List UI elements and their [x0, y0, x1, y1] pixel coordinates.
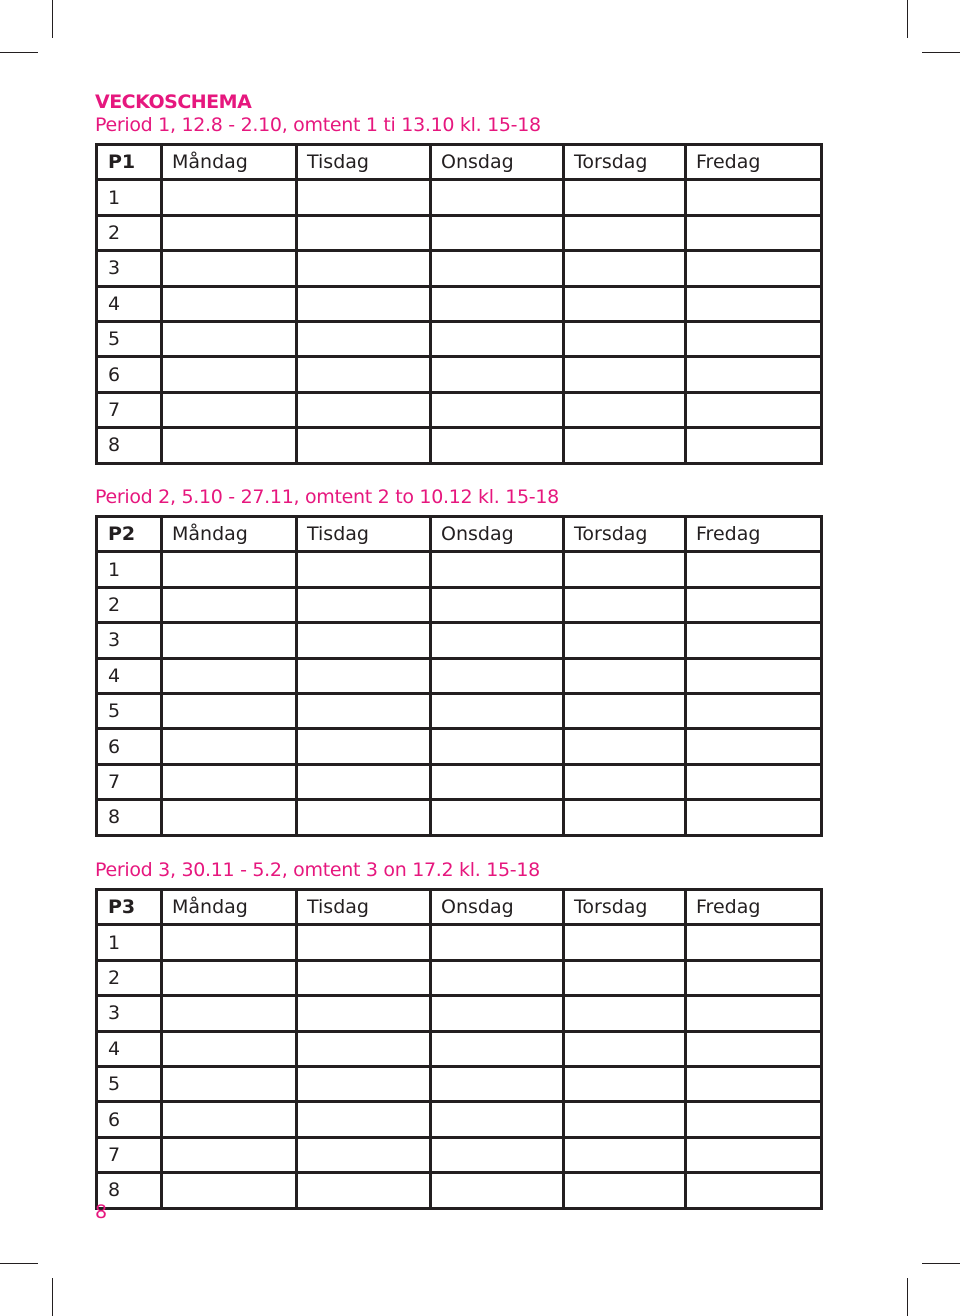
schedule-cell[interactable] [431, 658, 564, 693]
schedule-cell[interactable] [431, 764, 564, 799]
schedule-cell[interactable] [564, 392, 686, 427]
schedule-cell[interactable] [162, 996, 297, 1031]
table-row [97, 693, 822, 728]
table-row [97, 800, 822, 835]
schedule-cell[interactable] [297, 729, 431, 764]
schedule-cell[interactable] [162, 1173, 297, 1208]
schedule-cell[interactable] [564, 996, 686, 1031]
schedule-cell[interactable] [431, 729, 564, 764]
day-header: Fredag [686, 517, 822, 552]
lesson-number: 5 [97, 1066, 162, 1101]
table-row [97, 1173, 822, 1208]
page-title: VECKOSCHEMA [95, 91, 252, 113]
schedule-cell[interactable] [564, 693, 686, 728]
schedule-cell[interactable] [564, 960, 686, 995]
lesson-number: 6 [97, 1102, 162, 1137]
schedule-cell[interactable] [297, 1137, 431, 1172]
schedule-cell[interactable] [162, 587, 297, 622]
schedule-cell[interactable] [564, 1066, 686, 1101]
schedule-cell[interactable] [564, 180, 686, 215]
schedule-cell[interactable] [297, 215, 431, 250]
schedule-cell[interactable] [297, 996, 431, 1031]
table-row [97, 1137, 822, 1172]
crop-mark-bottom-left-h [0, 1263, 38, 1264]
schedule-cell[interactable] [686, 623, 822, 658]
schedule-cell[interactable] [564, 623, 686, 658]
crop-mark-bottom-right-v [907, 1278, 908, 1316]
schedule-cell[interactable] [162, 180, 297, 215]
lesson-number: 2 [97, 215, 162, 250]
schedule-cell[interactable] [564, 729, 686, 764]
schedule-cell[interactable] [431, 1173, 564, 1208]
schedule-cell[interactable] [297, 428, 431, 463]
schedule-cell[interactable] [686, 1066, 822, 1101]
schedule-cell[interactable] [431, 800, 564, 835]
schedule-cell[interactable] [162, 658, 297, 693]
lesson-number: 1 [97, 925, 162, 960]
table-row [97, 658, 822, 693]
lesson-number: 2 [97, 960, 162, 995]
schedule-cell[interactable] [297, 1031, 431, 1066]
period-label: P2 [97, 517, 162, 552]
schedule-cell[interactable] [686, 925, 822, 960]
table-row [97, 357, 822, 392]
schedule-cell[interactable] [431, 552, 564, 587]
crop-mark-top-left-h [0, 52, 38, 53]
header-row [97, 145, 822, 180]
schedule-cell[interactable] [297, 392, 431, 427]
schedule-cell[interactable] [686, 428, 822, 463]
schedule-cell[interactable] [162, 215, 297, 250]
schedule-cell[interactable] [297, 552, 431, 587]
schedule-cell[interactable] [297, 286, 431, 321]
schedule-cell[interactable] [297, 764, 431, 799]
table-row [97, 764, 822, 799]
crop-mark-top-left-v [52, 0, 53, 38]
table-row [97, 729, 822, 764]
schedule-cell[interactable] [564, 925, 686, 960]
schedule-cell[interactable] [297, 623, 431, 658]
lesson-number: 3 [97, 251, 162, 286]
schedule-cell[interactable] [564, 587, 686, 622]
schedule-cell[interactable] [431, 623, 564, 658]
schedule-cell[interactable] [564, 215, 686, 250]
schedule-cell[interactable] [162, 251, 297, 286]
schedule-cell[interactable] [297, 800, 431, 835]
schedule-cell[interactable] [297, 251, 431, 286]
table-row [97, 925, 822, 960]
schedule-cell[interactable] [686, 1031, 822, 1066]
crop-mark-top-right-h [922, 52, 960, 53]
schedule-cell[interactable] [431, 587, 564, 622]
schedule-cell[interactable] [297, 960, 431, 995]
period-3-heading: Period 3, 30.11 - 5.2, omtent 3 on 17.2 kl. 15-18 [95, 859, 540, 881]
schedule-cell[interactable] [297, 587, 431, 622]
schedule-cell[interactable] [297, 1066, 431, 1101]
schedule-cell[interactable] [431, 925, 564, 960]
schedule-cell[interactable] [162, 357, 297, 392]
schedule-cell[interactable] [686, 1102, 822, 1137]
schedule-cell[interactable] [564, 251, 686, 286]
table-row [97, 215, 822, 250]
header-row [97, 517, 822, 552]
schedule-cell[interactable] [686, 1173, 822, 1208]
schedule-cell[interactable] [431, 1102, 564, 1137]
lesson-number: 7 [97, 392, 162, 427]
lesson-number: 8 [97, 428, 162, 463]
crop-mark-top-right-v [907, 0, 908, 38]
table-row [97, 251, 822, 286]
schedule-cell[interactable] [564, 1031, 686, 1066]
schedule-cell[interactable] [686, 729, 822, 764]
schedule-cell[interactable] [162, 800, 297, 835]
schedule-cell[interactable] [431, 960, 564, 995]
schedule-cell[interactable] [431, 286, 564, 321]
lesson-number: 4 [97, 1031, 162, 1066]
schedule-cell[interactable] [431, 428, 564, 463]
schedule-cell[interactable] [431, 215, 564, 250]
schedule-table-period-1 [95, 143, 823, 465]
period-label: P1 [97, 145, 162, 180]
schedule-cell[interactable] [431, 1031, 564, 1066]
schedule-cell[interactable] [564, 1102, 686, 1137]
lesson-number: 4 [97, 286, 162, 321]
table-row [97, 392, 822, 427]
schedule-cell[interactable] [564, 286, 686, 321]
schedule-cell[interactable] [686, 552, 822, 587]
schedule-cell[interactable] [162, 286, 297, 321]
schedule-cell[interactable] [297, 180, 431, 215]
lesson-number: 7 [97, 764, 162, 799]
schedule-cell[interactable] [686, 321, 822, 356]
day-header: Fredag [686, 145, 822, 180]
lesson-number: 6 [97, 729, 162, 764]
table-row [97, 996, 822, 1031]
schedule-cell[interactable] [564, 1173, 686, 1208]
day-header: Onsdag [431, 890, 564, 925]
table-row [97, 321, 822, 356]
schedule-cell[interactable] [686, 251, 822, 286]
schedule-cell[interactable] [686, 800, 822, 835]
schedule-cell[interactable] [431, 392, 564, 427]
day-header: Måndag [162, 145, 297, 180]
schedule-cell[interactable] [686, 357, 822, 392]
schedule-cell[interactable] [686, 286, 822, 321]
schedule-cell[interactable] [162, 392, 297, 427]
schedule-cell[interactable] [431, 1137, 564, 1172]
schedule-cell[interactable] [564, 428, 686, 463]
schedule-cell[interactable] [686, 764, 822, 799]
period-1-heading: Period 1, 12.8 - 2.10, omtent 1 ti 13.10 kl. 15-18 [95, 114, 541, 136]
schedule-cell[interactable] [297, 658, 431, 693]
schedule-cell[interactable] [564, 1137, 686, 1172]
schedule-cell[interactable] [564, 658, 686, 693]
schedule-cell[interactable] [686, 180, 822, 215]
crop-mark-bottom-left-v [52, 1278, 53, 1316]
table-row [97, 428, 822, 463]
lesson-number: 7 [97, 1137, 162, 1172]
lesson-number: 8 [97, 1173, 162, 1208]
schedule-cell[interactable] [431, 180, 564, 215]
lesson-number: 1 [97, 552, 162, 587]
day-header: Onsdag [431, 517, 564, 552]
day-header: Torsdag [564, 890, 686, 925]
schedule-cell[interactable] [686, 693, 822, 728]
schedule-cell[interactable] [297, 925, 431, 960]
header-row [97, 890, 822, 925]
schedule-cell[interactable] [162, 623, 297, 658]
schedule-cell[interactable] [297, 357, 431, 392]
lesson-number: 5 [97, 693, 162, 728]
lesson-number: 3 [97, 996, 162, 1031]
schedule-cell[interactable] [162, 764, 297, 799]
schedule-cell[interactable] [431, 996, 564, 1031]
schedule-cell[interactable] [686, 215, 822, 250]
schedule-cell[interactable] [564, 764, 686, 799]
day-header: Fredag [686, 890, 822, 925]
schedule-table-period-3 [95, 888, 823, 1210]
schedule-cell[interactable] [162, 1066, 297, 1101]
lesson-number: 3 [97, 623, 162, 658]
schedule-cell[interactable] [297, 693, 431, 728]
period-label: P3 [97, 890, 162, 925]
schedule-cell[interactable] [431, 321, 564, 356]
schedule-table-period-2 [95, 515, 823, 837]
schedule-cell[interactable] [686, 587, 822, 622]
schedule-cell[interactable] [162, 552, 297, 587]
table-row [97, 1066, 822, 1101]
schedule-cell[interactable] [162, 925, 297, 960]
lesson-number: 2 [97, 587, 162, 622]
schedule-cell[interactable] [162, 428, 297, 463]
schedule-cell[interactable] [297, 321, 431, 356]
day-header: Måndag [162, 517, 297, 552]
lesson-number: 4 [97, 658, 162, 693]
schedule-cell[interactable] [686, 1137, 822, 1172]
schedule-cell[interactable] [686, 392, 822, 427]
lesson-number: 8 [97, 800, 162, 835]
day-header: Tisdag [297, 890, 431, 925]
schedule-cell[interactable] [162, 693, 297, 728]
table-row [97, 1031, 822, 1066]
table-row [97, 180, 822, 215]
lesson-number: 6 [97, 357, 162, 392]
schedule-cell[interactable] [431, 1066, 564, 1101]
schedule-cell[interactable] [564, 552, 686, 587]
table-row [97, 552, 822, 587]
table-row [97, 587, 822, 622]
schedule-cell[interactable] [431, 251, 564, 286]
day-header: Tisdag [297, 517, 431, 552]
schedule-cell[interactable] [564, 357, 686, 392]
lesson-number: 5 [97, 321, 162, 356]
schedule-cell[interactable] [686, 996, 822, 1031]
lesson-number: 1 [97, 180, 162, 215]
schedule-cell[interactable] [162, 321, 297, 356]
day-header: Tisdag [297, 145, 431, 180]
crop-mark-bottom-right-h [922, 1263, 960, 1264]
page-number: 8 [95, 1201, 108, 1223]
schedule-cell[interactable] [431, 693, 564, 728]
schedule-cell[interactable] [297, 1173, 431, 1208]
schedule-cell[interactable] [431, 357, 564, 392]
schedule-cell[interactable] [162, 960, 297, 995]
period-2-heading: Period 2, 5.10 - 27.11, omtent 2 to 10.12 kl. 15-18 [95, 486, 559, 508]
day-header: Torsdag [564, 517, 686, 552]
schedule-cell[interactable] [162, 729, 297, 764]
schedule-cell[interactable] [162, 1102, 297, 1137]
table-row [97, 623, 822, 658]
schedule-cell[interactable] [162, 1137, 297, 1172]
schedule-cell[interactable] [686, 960, 822, 995]
day-header: Onsdag [431, 145, 564, 180]
schedule-cell[interactable] [564, 321, 686, 356]
schedule-cell[interactable] [564, 800, 686, 835]
schedule-cell[interactable] [686, 658, 822, 693]
schedule-cell[interactable] [162, 1031, 297, 1066]
day-header: Måndag [162, 890, 297, 925]
table-row [97, 960, 822, 995]
day-header: Torsdag [564, 145, 686, 180]
table-row [97, 1102, 822, 1137]
table-row [97, 286, 822, 321]
schedule-cell[interactable] [297, 1102, 431, 1137]
